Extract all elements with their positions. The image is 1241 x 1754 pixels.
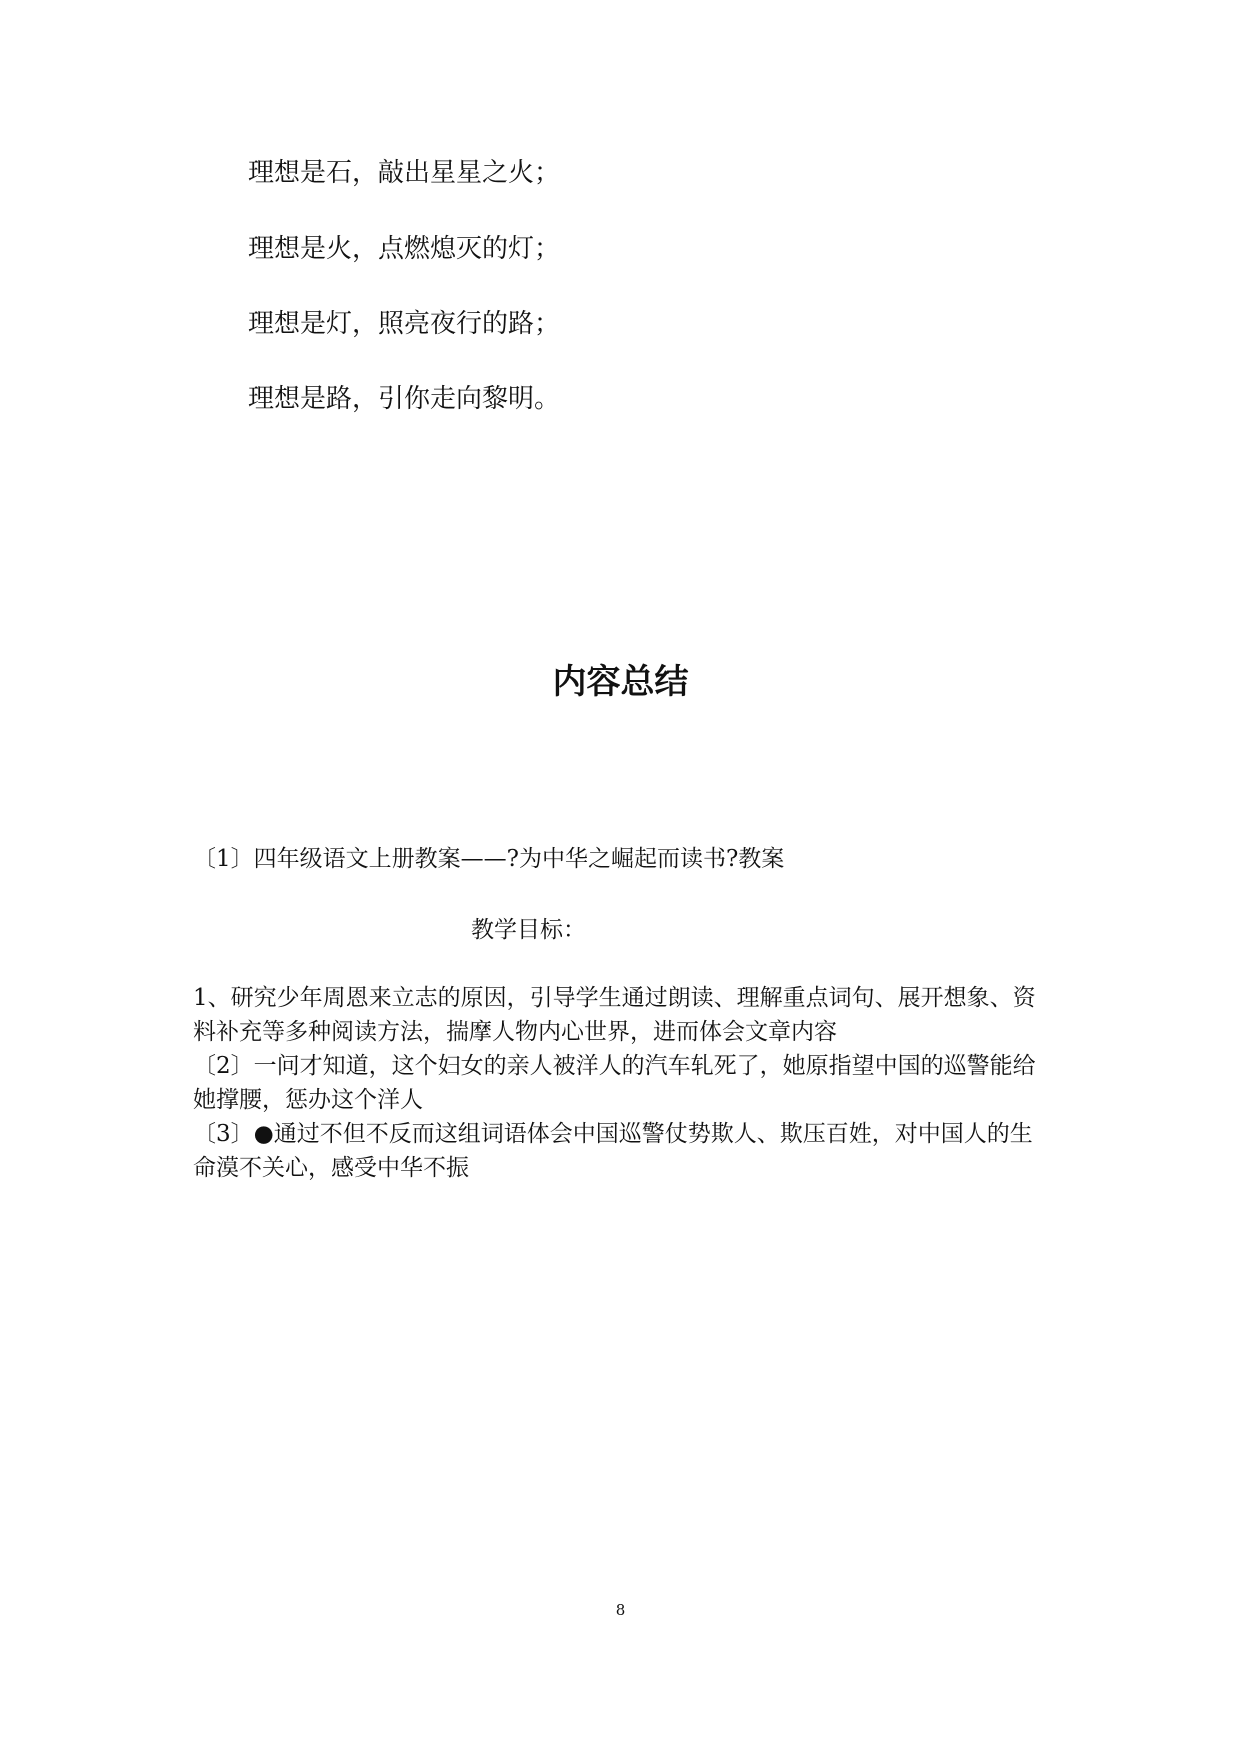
summary-paragraph-1: 1、研究少年周恩来立志的原因，引导学生通过朗读、理解重点词句、展开想象、资料补充等多种阅读方法，揣摩人物内心世界，进而体会文章内容 <box>193 985 1036 1045</box>
summary-body <box>193 981 1053 1185</box>
section-heading: 内容总结 <box>552 662 689 702</box>
poem-line-1: 理想是石，敲出星星之火； <box>248 158 561 188</box>
teaching-goals-label: 教学目标： <box>471 917 586 943</box>
poem-line-3: 理想是灯，照亮夜行的路； <box>248 309 561 339</box>
summary-item-1-title: 〔1〕四年级语文上册教案——?为中华之崛起而读书?教案 <box>193 846 785 872</box>
page-number: 8 <box>615 1601 626 1619</box>
poem-line-2: 理想是火，点燃熄灭的灯； <box>248 234 561 264</box>
poem-line-4: 理想是路，引你走向黎明。 <box>248 384 561 414</box>
summary-paragraph-2: 〔2〕一问才知道，这个妇女的亲人被洋人的汽车轧死了，她原指望中国的巡警能给她撑腰，惩办这个洋人 <box>193 1053 1036 1113</box>
summary-paragraph-3: 〔3〕●通过不但不反而这组词语体会中国巡警仗势欺人、欺压百姓，对中国人的生命漠不关心，感受中华不振 <box>193 1121 1033 1181</box>
